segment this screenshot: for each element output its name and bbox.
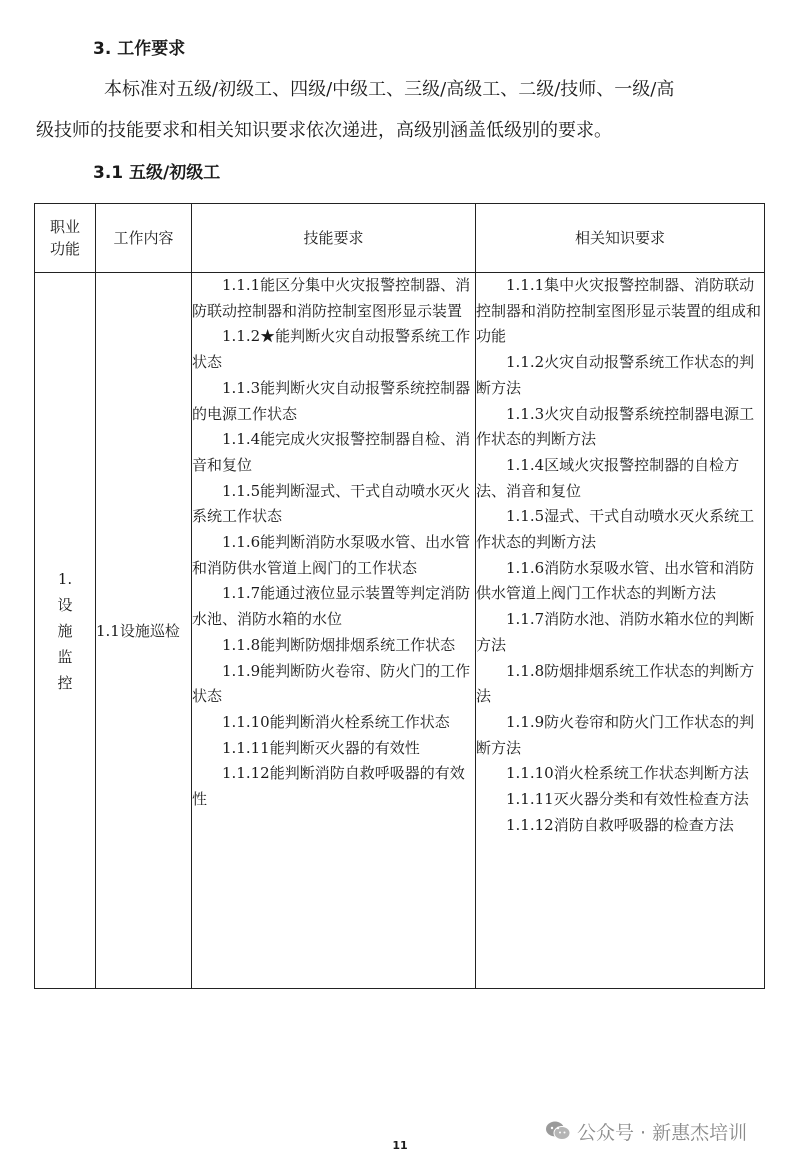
requirements-table [34, 203, 765, 989]
header-work-content: 工作内容 [96, 204, 192, 273]
watermark-text: 公众号 · 新惠杰培训 [577, 1121, 748, 1144]
knowledge-cell [476, 273, 765, 989]
intro-paragraph-line1: 本标准对五级/初级工、四级/中级工、三级/高级工、二级/技师、一级/高 [104, 79, 675, 100]
knowledge-item: 1.1.3火灾自动报警系统控制器电源工作状态的判断方法 [476, 404, 755, 449]
function-char: 设 [57, 595, 73, 614]
skill-item: 1.1.6能判断消防水泵吸水管、出水管和消防供水管道上阀门的工作状态 [192, 533, 471, 577]
header-skills: 技能要求 [192, 204, 476, 273]
knowledge-item: 1.1.2火灾自动报警系统工作状态的判断方法 [476, 353, 755, 397]
skill-item: 1.1.3能判断火灾自动报警系统控制器的电源工作状态 [192, 378, 471, 423]
skill-item: 1.1.4能完成火灾报警控制器自检、消音和复位 [192, 430, 471, 474]
knowledge-item: 1.1.12消防自救呼吸器的检查方法 [506, 815, 734, 834]
skill-item: 1.1.11能判断灭火器的有效性 [222, 738, 420, 757]
function-cell [35, 273, 96, 989]
knowledge-item: 1.1.9防火卷帘和防火门工作状态的判断方法 [476, 712, 755, 757]
skill-item: 1.1.9能判断防火卷帘、防火门的工作状态 [192, 661, 471, 706]
subsection-heading: 3.1 五级/初级工 [93, 163, 221, 183]
function-char: 监 [57, 647, 73, 666]
skill-item: 1.1.8能判断防烟排烟系统工作状态 [222, 635, 456, 654]
knowledge-item: 1.1.10消火栓系统工作状态判断方法 [506, 764, 749, 783]
header-function-line2: 功能 [49, 240, 80, 258]
table-header-row [35, 204, 765, 273]
function-char: 控 [57, 673, 73, 692]
work-content-cell: 1.1设施巡检 [96, 273, 192, 989]
skill-item: 1.1.10能判断消火栓系统工作状态 [222, 712, 450, 731]
knowledge-item: 1.1.6消防水泵吸水管、出水管和消防供水管道上阀门工作状态的判断方法 [476, 558, 755, 603]
knowledge-item: 1.1.7消防水池、消防水箱水位的判断方法 [476, 610, 755, 654]
knowledge-item: 1.1.11灭火器分类和有效性检查方法 [506, 790, 749, 809]
intro-paragraph-line2: 级技师的技能要求和相关知识要求依次递进，高级别涵盖低级别的要求。 [36, 120, 612, 141]
knowledge-item: 1.1.8防烟排烟系统工作状态的判断方法 [476, 661, 755, 706]
section-heading: 3. 工作要求 [93, 39, 186, 59]
skill-item: 1.1.1能区分集中火灾报警控制器、消防联动控制器和消防控制室图形显示装置 [192, 276, 471, 320]
function-char: 施 [57, 621, 73, 640]
skill-item: 1.1.7能通过液位显示装置等判定消防水池、消防水箱的水位 [192, 584, 471, 629]
skill-item: 1.1.12能判断消防自救呼吸器的有效性 [192, 764, 465, 809]
knowledge-item: 1.1.5湿式、干式自动喷水灭火系统工作状态的判断方法 [476, 507, 755, 552]
table-row [35, 273, 765, 989]
skill-item: 1.1.5能判断湿式、干式自动喷水灭火系统工作状态 [192, 481, 471, 526]
function-number: 1. [57, 569, 73, 588]
header-function-line1: 职业 [49, 218, 80, 236]
knowledge-item: 1.1.1集中火灾报警控制器、消防联动控制器和消防控制室图形显示装置的组成和功能 [476, 276, 762, 346]
header-function [35, 204, 96, 273]
skills-cell [192, 273, 476, 989]
page-number: 11 [392, 1139, 408, 1152]
skill-item: 1.1.2★能判断火灾自动报警系统工作状态 [192, 327, 471, 372]
knowledge-item: 1.1.4区域火灾报警控制器的自检方法、消音和复位 [476, 455, 740, 500]
header-knowledge: 相关知识要求 [476, 204, 765, 273]
